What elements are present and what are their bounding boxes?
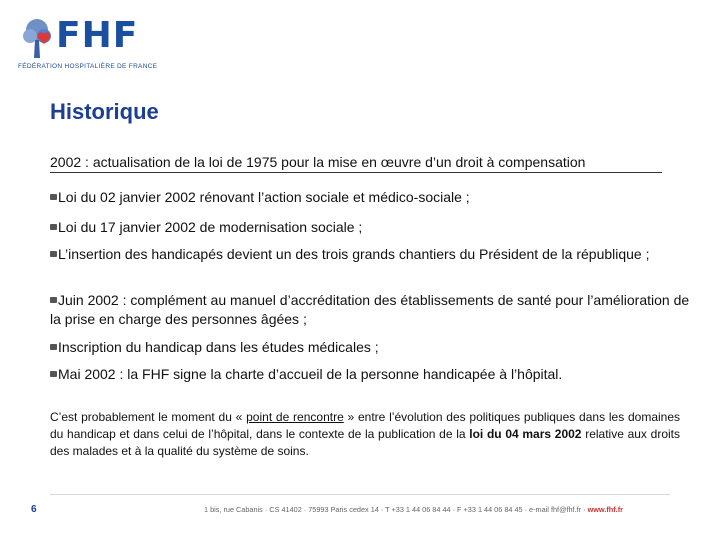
para-bold: loi du 04 mars 2002 — [469, 427, 582, 441]
tree-heart-icon — [20, 16, 54, 60]
bullet-square-icon — [50, 251, 57, 257]
footer-address — [204, 505, 623, 514]
footer-divider — [50, 494, 670, 495]
page-number: 6 — [31, 504, 37, 515]
logo-wordmark: FHF — [56, 15, 139, 56]
list-item — [50, 245, 650, 264]
logo-subtitle: FÉDÉRATION HOSPITALIÈRE DE FRANCE — [18, 63, 158, 70]
bullet-text: Loi du 17 janvier 2002 de modernisation sociale ; — [58, 219, 363, 235]
summary-paragraph — [50, 409, 680, 460]
slide-subtitle: 2002 : actualisation de la loi de 1975 pour la mise en œuvre d’un droit à compensation — [50, 152, 662, 173]
list-item — [50, 188, 470, 207]
bullet-text: Inscription du handicap dans les études médicales ; — [58, 339, 379, 355]
slide-title: Historique — [50, 99, 159, 124]
para-text-1: C’est probablement le moment du « — [50, 410, 247, 424]
list-item — [50, 218, 362, 237]
fhf-logo — [14, 10, 158, 76]
para-text-3: relative aux droits des malades et à la qualité du système de soins. — [50, 427, 680, 458]
bullet-text: Mai 2002 : la FHF signe la charte d’accueil de la personne handicapée à l’hôpital. — [58, 366, 563, 382]
bullet-text: Juin 2002 : complément au manuel d’accréditation des établissements de santé pour l’amélioration de la prise en charge des personnes âgées ; — [50, 292, 690, 327]
bullet-square-icon — [50, 224, 57, 230]
list-item — [50, 365, 562, 384]
bullet-square-icon — [50, 297, 57, 303]
list-item — [50, 291, 690, 329]
bullet-text: L’insertion des handicapés devient un des trois grands chantiers du Président de la république ; — [58, 246, 650, 262]
list-item — [50, 338, 379, 357]
bullet-text: Loi du 02 janvier 2002 rénovant l’action sociale et médico-sociale ; — [58, 189, 470, 205]
footer-website: www.fhf.fr — [587, 505, 623, 514]
para-text-2: » entre l’évolution des politiques publiques dans les domaines du handicap et dans celui de l’hôpital, dans le contexte de la publication de la — [50, 410, 681, 441]
bullet-square-icon — [50, 371, 57, 377]
bullet-square-icon — [50, 194, 57, 200]
footer-address-text: 1 bis, rue Cabanis · CS 41402 · 75993 Paris cedex 14 · T +33 1 44 06 84 44 · F +33 1 44 06 84 45 · e-mail fhf@fhf.fr · — [204, 505, 588, 514]
para-underlined: point de rencontre — [246, 410, 344, 424]
bullet-square-icon — [50, 344, 57, 350]
